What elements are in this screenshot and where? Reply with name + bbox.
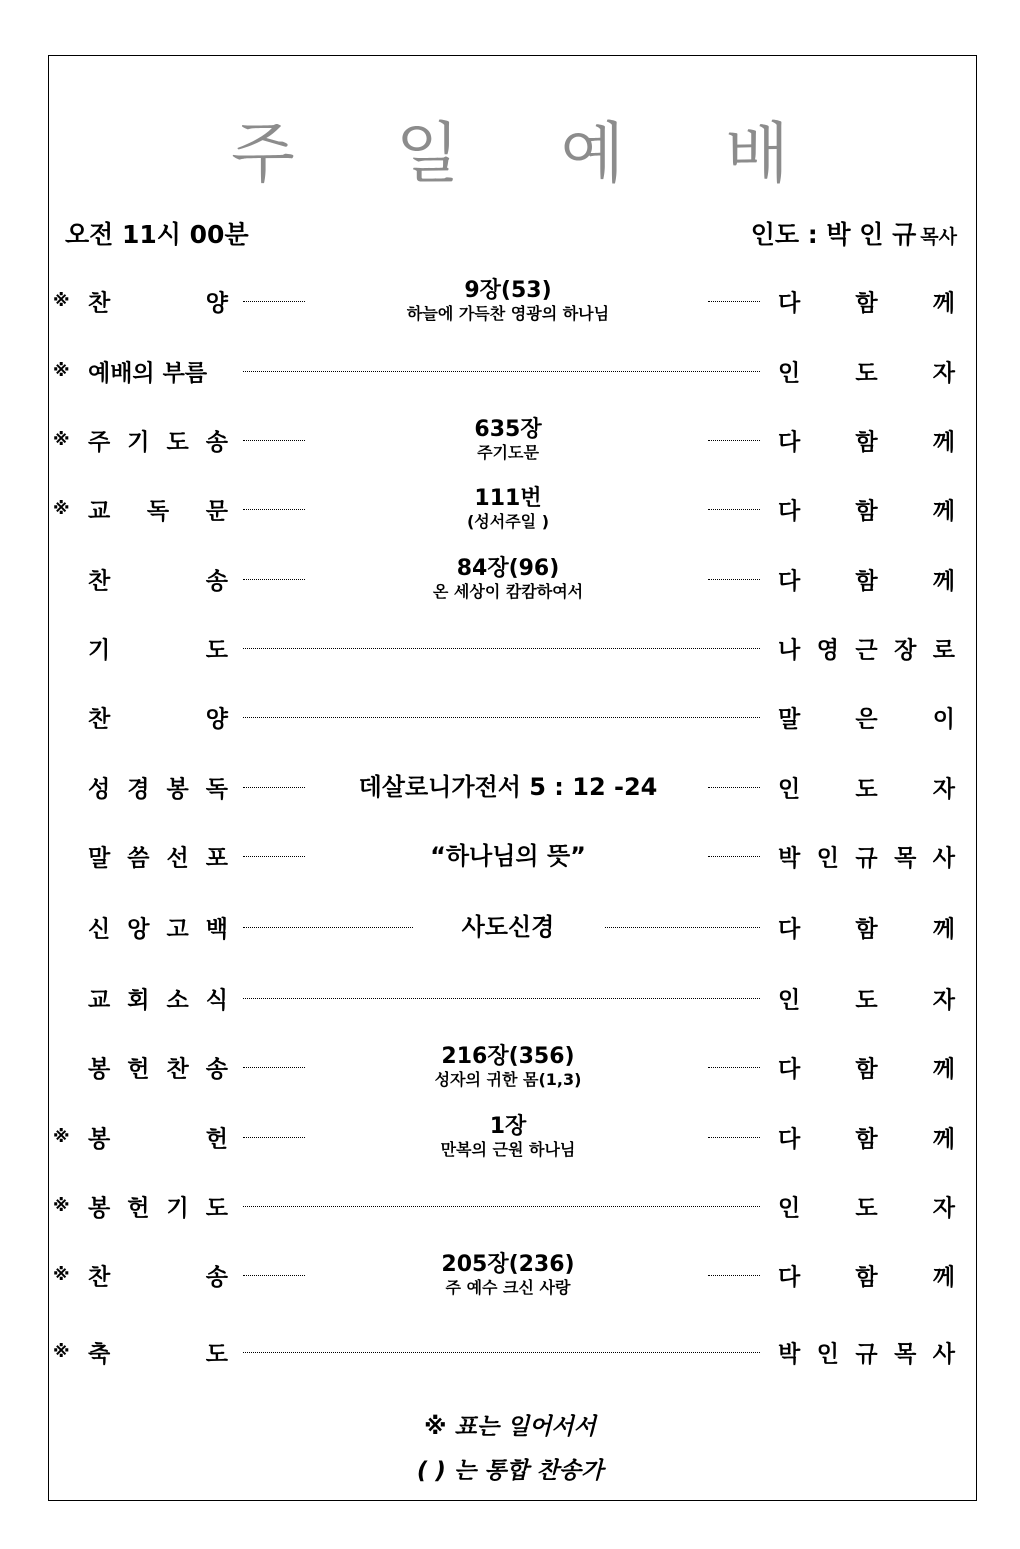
responsible-party	[778, 1121, 955, 1154]
item-label	[88, 1051, 228, 1084]
responsible-char: 도	[855, 987, 878, 1014]
item-label-char: 찬	[88, 568, 111, 595]
worship-item	[0, 415, 1020, 465]
item-label	[88, 1336, 228, 1369]
responsible-party	[778, 563, 955, 596]
worship-item	[0, 973, 1020, 1023]
worship-item	[0, 1327, 1020, 1377]
item-label-char: 도	[205, 1195, 228, 1222]
responsible-party	[778, 285, 955, 318]
responsible-char: 장	[894, 637, 917, 664]
responsible-char: 인	[778, 1195, 801, 1222]
standing-mark: ※	[53, 1265, 70, 1285]
item-label	[88, 563, 228, 596]
leader-dots	[708, 856, 760, 857]
responsible-char: 자	[932, 1195, 955, 1222]
responsible-party	[778, 1190, 955, 1223]
item-label-char: 신	[88, 916, 111, 943]
responsible-char: 께	[932, 568, 955, 595]
responsible-char: 사	[932, 845, 955, 872]
hymn-title: 온 세상이 캄캄하여서	[432, 582, 584, 601]
leader-dots	[708, 509, 760, 510]
responsible-char: 이	[932, 706, 955, 733]
responsible-char: 은	[855, 706, 878, 733]
item-label	[88, 1259, 228, 1292]
responsible-char: 께	[932, 1126, 955, 1153]
responsible-party	[778, 1336, 955, 1369]
responsible-char: 나	[778, 637, 801, 664]
item-label-char: 식	[205, 987, 228, 1014]
responsible-party	[778, 1051, 955, 1084]
leader-dots	[243, 1275, 305, 1276]
item-label-char: 씀	[127, 845, 150, 872]
item-label	[88, 911, 228, 944]
item-label-char: 헌	[127, 1195, 150, 1222]
item-label	[88, 632, 228, 665]
leader-dots	[708, 787, 760, 788]
item-label-char: 축	[88, 1341, 111, 1368]
item-label	[88, 1190, 228, 1223]
leader-name: 인도 : 박 인 규	[750, 220, 917, 249]
item-label-char: 말	[88, 845, 111, 872]
leader-dots	[243, 509, 305, 510]
responsible-char: 박	[778, 1341, 801, 1368]
hymn-title: 만복의 근원 하나님	[440, 1140, 576, 1159]
note-hymnal: ( ) 는 통합 찬송가	[416, 1458, 604, 1484]
hymn-number: 635장	[474, 417, 542, 442]
service-leader	[751, 215, 957, 251]
item-label-char: 포	[205, 845, 228, 872]
leader-dots	[243, 440, 305, 441]
responsible-char: 자	[932, 987, 955, 1014]
responsible-char: 다	[778, 916, 801, 943]
responsible-party	[778, 771, 955, 804]
responsible-char: 다	[778, 498, 801, 525]
leader-dots	[243, 1137, 305, 1138]
worship-item	[0, 346, 1020, 396]
leader-dots	[708, 1067, 760, 1068]
item-label-char: 기	[127, 429, 150, 456]
item-label-char: 소	[166, 987, 189, 1014]
leader-dots	[243, 717, 760, 718]
responsible-char: 다	[778, 568, 801, 595]
item-label-char: 교	[88, 498, 111, 525]
responsible-party	[778, 355, 955, 388]
item-label-char: 기	[88, 637, 111, 664]
item-label-char: 헌	[205, 1126, 228, 1153]
item-label-char: 도	[166, 429, 189, 456]
item-content	[308, 914, 708, 940]
hymn-number: 84장(96)	[456, 556, 560, 581]
leader-dots	[243, 371, 760, 372]
responsible-char: 사	[932, 1341, 955, 1368]
leader-dots	[243, 1067, 305, 1068]
hymn-number: 216장(356)	[441, 1044, 575, 1069]
hymn-title: 주기도문	[477, 443, 539, 462]
responsible-party	[778, 632, 955, 665]
item-content	[308, 1252, 708, 1298]
worship-item	[0, 484, 1020, 534]
item-content	[308, 774, 708, 800]
item-content	[308, 1044, 708, 1090]
worship-item	[0, 276, 1020, 326]
item-label-char: 봉	[88, 1195, 111, 1222]
leader-dots	[243, 1352, 760, 1353]
item-label-char: 독	[205, 776, 228, 803]
item-label-char: 성	[88, 776, 111, 803]
item-label-char: 찬	[88, 290, 111, 317]
responsible-char: 목	[894, 845, 917, 872]
item-label-char: 송	[205, 429, 228, 456]
item-label-char: 송	[205, 568, 228, 595]
worship-item	[0, 1042, 1020, 1092]
item-label-char: 선	[166, 845, 189, 872]
worship-item	[0, 762, 1020, 812]
item-label-char: 양	[205, 290, 228, 317]
worship-item	[0, 902, 1020, 952]
service-time: 오전 11시 00분	[65, 220, 249, 249]
item-label	[88, 982, 228, 1015]
responsible-char: 함	[855, 568, 878, 595]
responsible-char: 함	[855, 916, 878, 943]
worship-item	[0, 554, 1020, 604]
responsible-char: 목	[894, 1341, 917, 1368]
item-label-char: 봉	[88, 1056, 111, 1083]
responsible-char: 도	[855, 1195, 878, 1222]
worship-item	[0, 1112, 1020, 1162]
item-label-char: 회	[127, 987, 150, 1014]
responsible-char: 함	[855, 498, 878, 525]
leader-dots	[708, 1275, 760, 1276]
standing-mark: ※	[53, 499, 70, 519]
item-content	[308, 1114, 708, 1160]
responsible-char: 께	[932, 1264, 955, 1291]
hymn-title: (성서주일 )	[466, 512, 550, 531]
responsible-char: 함	[855, 1126, 878, 1153]
hymn-number: 사도신경	[461, 913, 555, 941]
footnotes	[0, 1405, 1020, 1493]
item-label-char: 찬	[88, 706, 111, 733]
item-label	[88, 493, 228, 526]
responsible-party	[778, 424, 955, 457]
responsible-char: 인	[816, 845, 839, 872]
responsible-char: 자	[932, 776, 955, 803]
responsible-char: 도	[855, 360, 878, 387]
note-standing: ※ 표는 일어서서	[424, 1414, 596, 1440]
item-content	[308, 417, 708, 463]
responsible-char: 영	[816, 637, 839, 664]
responsible-char: 께	[932, 1056, 955, 1083]
hymn-title: 하늘에 가득찬 영광의 하나님	[406, 304, 610, 323]
leader-title: 목사	[920, 226, 957, 248]
item-label-char: 문	[205, 498, 228, 525]
item-content	[308, 486, 708, 532]
responsible-party	[778, 701, 955, 734]
responsible-party	[778, 1259, 955, 1292]
item-label	[88, 424, 228, 457]
worship-item	[0, 831, 1020, 881]
worship-item	[0, 1250, 1020, 1300]
item-label-char: 기	[166, 1195, 189, 1222]
responsible-char: 인	[778, 360, 801, 387]
responsible-char: 함	[855, 1264, 878, 1291]
item-label-char: 교	[88, 987, 111, 1014]
leader-dots	[708, 1137, 760, 1138]
responsible-char: 함	[855, 429, 878, 456]
item-label-char: 도	[205, 1341, 228, 1368]
responsible-char: 규	[855, 1341, 878, 1368]
item-content	[308, 843, 708, 869]
item-label-char: 양	[205, 706, 228, 733]
responsible-char: 함	[855, 290, 878, 317]
item-content	[308, 556, 708, 602]
responsible-party	[778, 840, 955, 873]
item-label-char: 헌	[127, 1056, 150, 1083]
responsible-char: 말	[778, 706, 801, 733]
leader-dots	[243, 787, 305, 788]
responsible-char: 다	[778, 290, 801, 317]
item-content	[308, 278, 708, 324]
responsible-char: 함	[855, 1056, 878, 1083]
worship-item	[0, 692, 1020, 742]
responsible-char: 께	[932, 916, 955, 943]
standing-mark: ※	[53, 1127, 70, 1147]
item-label-char: 예배의 부름	[88, 360, 208, 387]
item-label-char: 독	[146, 498, 170, 525]
item-label	[88, 1121, 228, 1154]
responsible-char: 도	[855, 776, 878, 803]
item-label-char: 주	[88, 429, 111, 456]
item-label	[88, 701, 228, 734]
standing-mark: ※	[53, 1196, 70, 1216]
responsible-char: 다	[778, 1056, 801, 1083]
item-label-char: 경	[127, 776, 150, 803]
responsible-char: 박	[778, 845, 801, 872]
responsible-char: 께	[932, 429, 955, 456]
responsible-party	[778, 493, 955, 526]
leader-dots	[708, 579, 760, 580]
leader-dots	[243, 1206, 760, 1207]
item-label-char: 찬	[166, 1056, 189, 1083]
leader-dots	[243, 301, 305, 302]
responsible-char: 인	[778, 776, 801, 803]
hymn-number: 1장	[489, 1114, 527, 1139]
hymn-number: 111번	[474, 486, 542, 511]
item-label-char: 도	[205, 637, 228, 664]
leader-dots	[708, 301, 760, 302]
item-label	[88, 285, 228, 318]
leader-dots	[243, 579, 305, 580]
worship-item	[0, 623, 1020, 673]
standing-mark: ※	[53, 291, 70, 311]
item-label	[88, 840, 228, 873]
item-label	[88, 771, 228, 804]
hymn-title: 주 예수 크신 사랑	[445, 1278, 571, 1297]
leader-dots	[708, 440, 760, 441]
responsible-party	[778, 911, 955, 944]
responsible-char: 께	[932, 498, 955, 525]
item-label-char: 찬	[88, 1264, 111, 1291]
leader-dots	[243, 856, 305, 857]
leader-dots	[243, 648, 760, 649]
responsible-party	[778, 982, 955, 1015]
item-label-char: 봉	[166, 776, 189, 803]
item-label-char: 고	[166, 916, 189, 943]
responsible-char: 인	[816, 1341, 839, 1368]
hymn-number: “하나님의 뜻”	[430, 842, 586, 870]
hymn-number: 9장(53)	[464, 278, 552, 303]
responsible-char: 다	[778, 429, 801, 456]
item-label-char: 앙	[127, 916, 150, 943]
standing-mark: ※	[53, 361, 70, 381]
standing-mark: ※	[53, 430, 70, 450]
page-title: 주 일 예 배	[231, 115, 829, 192]
hymn-number: 데살로니가전서 5 : 12 -24	[358, 773, 658, 801]
hymn-title: 성자의 귀한 몸(1,3)	[434, 1070, 582, 1089]
item-label-char: 송	[205, 1056, 228, 1083]
responsible-char: 다	[778, 1126, 801, 1153]
item-label-char: 송	[205, 1264, 228, 1291]
responsible-char: 로	[932, 637, 955, 664]
leader-dots	[243, 998, 760, 999]
responsible-char: 인	[778, 987, 801, 1014]
responsible-char: 근	[855, 637, 878, 664]
responsible-char: 규	[855, 845, 878, 872]
standing-mark: ※	[53, 1342, 70, 1362]
responsible-char: 다	[778, 1264, 801, 1291]
responsible-char: 자	[932, 360, 955, 387]
item-label-char: 백	[205, 916, 228, 943]
responsible-char: 께	[932, 290, 955, 317]
item-label	[88, 355, 228, 388]
item-label-char: 봉	[88, 1126, 111, 1153]
hymn-number: 205장(236)	[441, 1252, 575, 1277]
worship-item	[0, 1181, 1020, 1231]
